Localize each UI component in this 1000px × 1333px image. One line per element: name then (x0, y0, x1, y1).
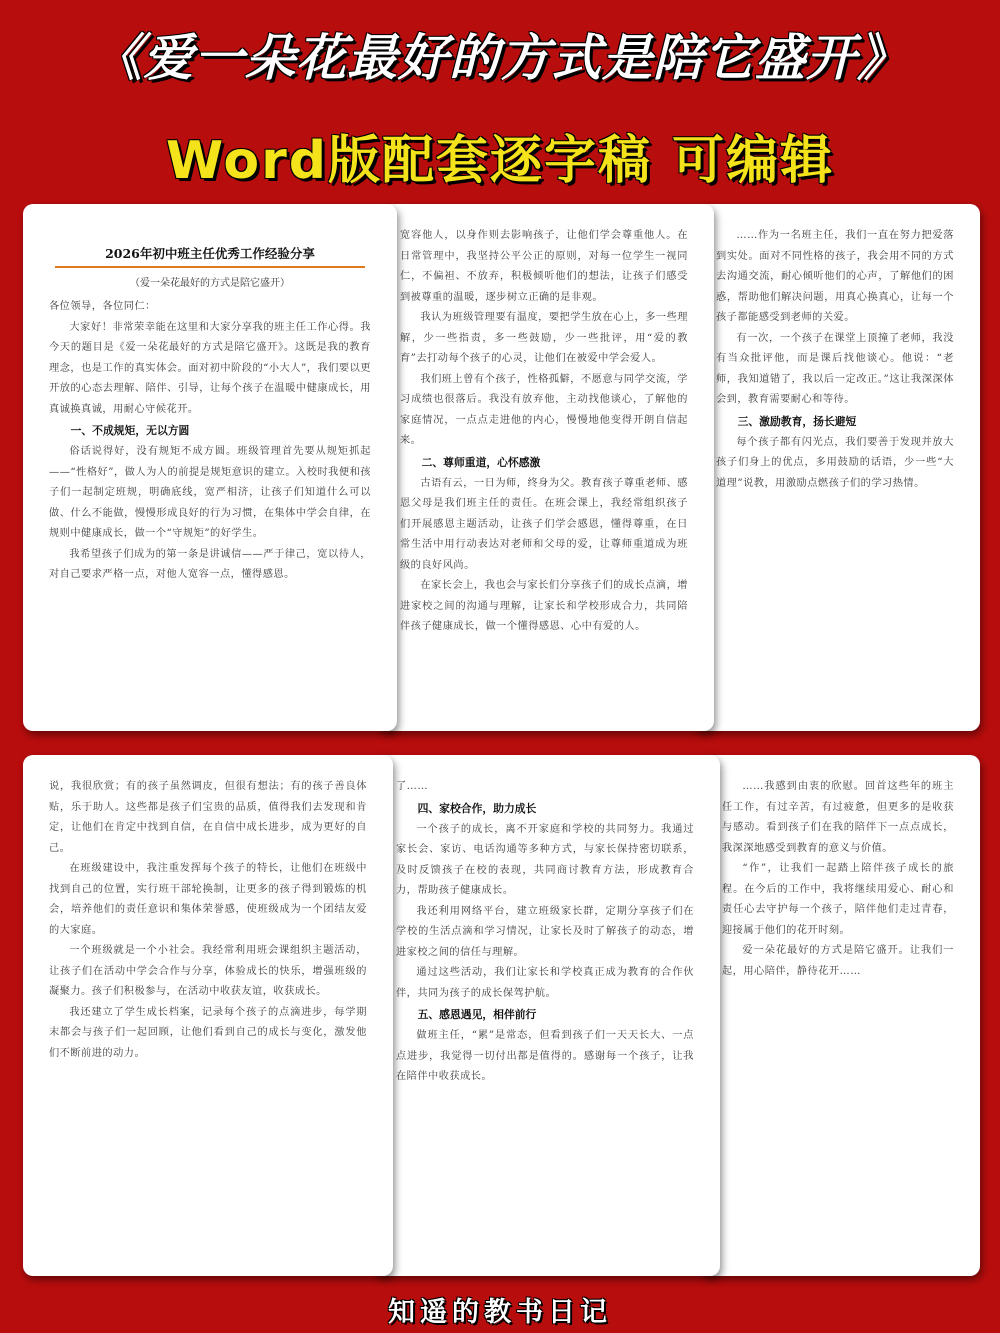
page-paragraph: 通过这些活动，我们让家长和学校真正成为教育的合作伙伴，共同为孩子的成长保驾护航。 (396, 967, 694, 999)
document-subtitle: （爱一朵花最好的方式是陪它盛开） (130, 278, 290, 289)
banner-subtitle: Word版配套逐字稿 可编辑 (165, 131, 835, 191)
section-heading: 一、不成规矩，无以方圆 (70, 424, 190, 437)
banner-title: 《爱一朵花最好的方式是陪它盛开》 (92, 28, 908, 87)
document-page-1 (23, 204, 397, 731)
document-page-5 (374, 755, 720, 1276)
page-paragraph: ……我感到由衷的欣慰。回首这些年的班主任工作，有过辛苦，有过疲惫，但更多的是收获与感动。看到孩子们在我的陪伴下一点点成长，我深深地感受到教育的意义与价值。 (722, 781, 954, 854)
page-paragraph: 大家好！非常荣幸能在这里和大家分享我的班主任工作心得。我今天的题目是《爱一朵花最好的方式是陪它盛开》。这既是我的教育理念，也是工作的真实体会。面对初中阶段的“小大人”，我们要以更开放的心态去理解、陪伴、引导，让每个孩子在温暖中健康成长，用真诚换真诚，用耐心守候花开。 (49, 321, 371, 415)
page-paragraph: 了…… (396, 781, 429, 792)
document-page-4 (23, 755, 393, 1276)
page-paragraph: 在班级建设中，我注重发挥每个孩子的特长，让他们在班级中找到自己的位置，实行班干部轮换制，让更多的孩子得到锻炼的机会，培养他们的责任意识和集体荣誉感，使班级成为一个团结友爱的大家庭。 (49, 863, 367, 936)
page-paragraph: 我认为班级管理要有温度，要把学生放在心上，多一些理解，少一些指责，多一些鼓励，少一些批评，用“爱的教育”去打动每个孩子的心灵，让他们在被爱中学会爱人。 (400, 312, 688, 364)
footer-signature: 知遥的教书日记 (388, 1297, 612, 1328)
page-paragraph: 古语有云，一日为师，终身为父。教育孩子尊重老师、感恩父母是我们班主任的责任。在班会课上，我经常组织孩子们开展感恩主题活动，让孩子们学会感恩，懂得尊重，在日常生活中用行动表达对老师和父母的爱，让尊师重道成为班级的良好风尚。 (400, 477, 688, 571)
page-paragraph: 我希望孩子们成为的第一条是讲诚信——严于律己，宽以待人，对自己要求严格一点，对他人宽容一点，懂得感恩。 (49, 548, 371, 580)
section-heading: 二、尊师重道，心怀感激 (421, 455, 541, 469)
page-paragraph: 爱一朵花最好的方式是陪它盛开。让我们一起，用心陪伴，静待花开…… (722, 945, 954, 977)
document-title: 2026年初中班主任优秀工作经验分享 (55, 244, 365, 268)
page-paragraph: 说，我很欣赏；有的孩子虽然调皮，但很有想法；有的孩子善良体贴，乐于助人。这些都是孩子们宝贵的品质，值得我们去发现和肯定，让他们在肯定中找到自信，在自信中成长进步，成为更好的自己。 (49, 781, 367, 854)
document-page-3 (694, 204, 980, 731)
page-paragraph: 有一次，一个孩子在课堂上顶撞了老师，我没有当众批评他，而是课后找他谈心。他说：“老师，我知道错了，我以后一定改正。”这让我深深体会到，教育需要耐心和等待。 (716, 332, 954, 405)
page-paragraph: 一个孩子的成长，离不开家庭和学校的共同努力。我通过家长会、家访、电话沟通等多种方式，与家长保持密切联系，及时反馈孩子在校的表现，共同商讨教育方法，形成教育合力，帮助孩子健康成长。 (396, 823, 694, 896)
page-paragraph: 一个班级就是一个小社会。我经常利用班会课组织主题活动，让孩子们在活动中学会合作与分享，体验成长的快乐，增强班级的凝聚力。孩子们积极参与，在活动中收获友谊，收获成长。 (49, 945, 367, 997)
page-paragraph: 在家长会上，我也会与家长们分享孩子们的成长点滴，增进家校之间的沟通与理解，让家长和学校形成合力，共同陪伴孩子健康成长，做一个懂得感恩、心中有爱的人。 (400, 580, 688, 632)
section-heading: 三、激励教育，扬长避短 (737, 414, 857, 428)
document-page-6 (700, 755, 980, 1276)
page-paragraph: 我还利用网络平台，建立班级家长群，定期分享孩子们在学校的生活点滴和学习情况，让家长及时了解孩子的动态，增进家校之间的信任与理解。 (396, 905, 694, 958)
section-heading: 四、家校合作，助力成长 (417, 801, 537, 815)
page-paragraph: 宽容他人，以身作则去影响孩子，让他们学会尊重他人。在日常管理中，我坚持公平公正的原则，对每一位学生一视同仁，不偏袒、不放弃，积极倾听他们的想法，让孩子们感受到被尊重的温暖，逐步树立正确的是非观。 (400, 230, 688, 303)
page-paragraph: 俗话说得好，没有规矩不成方圆。班级管理首先要从规矩抓起——“性格好”，做人为人的前提是规矩意识的建立。入校时我便和孩子们一起制定班规，明确底线，宽严相济，让孩子们知道什么可以做、什么不能做，慢慢形成良好的行为习惯，在集体中学会自律，在规则中健康成长，做一个“守规矩”的好学生。 (49, 446, 371, 539)
document-page-2 (378, 204, 714, 731)
page-paragraph: “作”，让我们一起踏上陪伴孩子成长的旅程。在今后的工作中，我将继续用爱心、耐心和责任心去守护每一个孩子，陪伴他们走过青春，迎接属于他们的花开时刻。 (722, 863, 954, 936)
page-paragraph: 我还建立了学生成长档案，记录每个孩子的点滴进步，每学期末都会与孩子们一起回顾，让他们看到自己的成长与变化，激发他们不断前进的动力。 (49, 1006, 367, 1059)
page-paragraph: 做班主任，“累”是常态，但看到孩子们一天天长大、一点点进步，我觉得一切付出都是值得的。感谢每一个孩子，让我在陪伴中收获成长。 (396, 1030, 694, 1082)
section-heading: 五、感恩遇见，相伴前行 (417, 1008, 537, 1021)
page-paragraph: 每个孩子都有闪光点，我们要善于发现并放大孩子们身上的优点，多用鼓励的话语，少一些“大道理”说教，用激励点燃孩子们的学习热情。 (716, 436, 954, 489)
page-paragraph: ……作为一名班主任，我们一直在努力把爱落到实处。面对不同性格的孩子，我会用不同的方式去沟通交流，耐心倾听他们的心声，了解他们的困惑，帮助他们解决问题，用真心换真心，让每一个孩子都能感受到老师的关爱。 (716, 230, 954, 323)
page-paragraph: 我们班上曾有个孩子，性格孤僻，不愿意与同学交流，学习成绩也很落后。我没有放弃他，主动找他谈心，了解他的家庭情况，一点点走进他的内心，慢慢地他变得开朗自信起来。 (400, 373, 688, 446)
greeting: 各位领导，各位同仁： (49, 301, 156, 312)
